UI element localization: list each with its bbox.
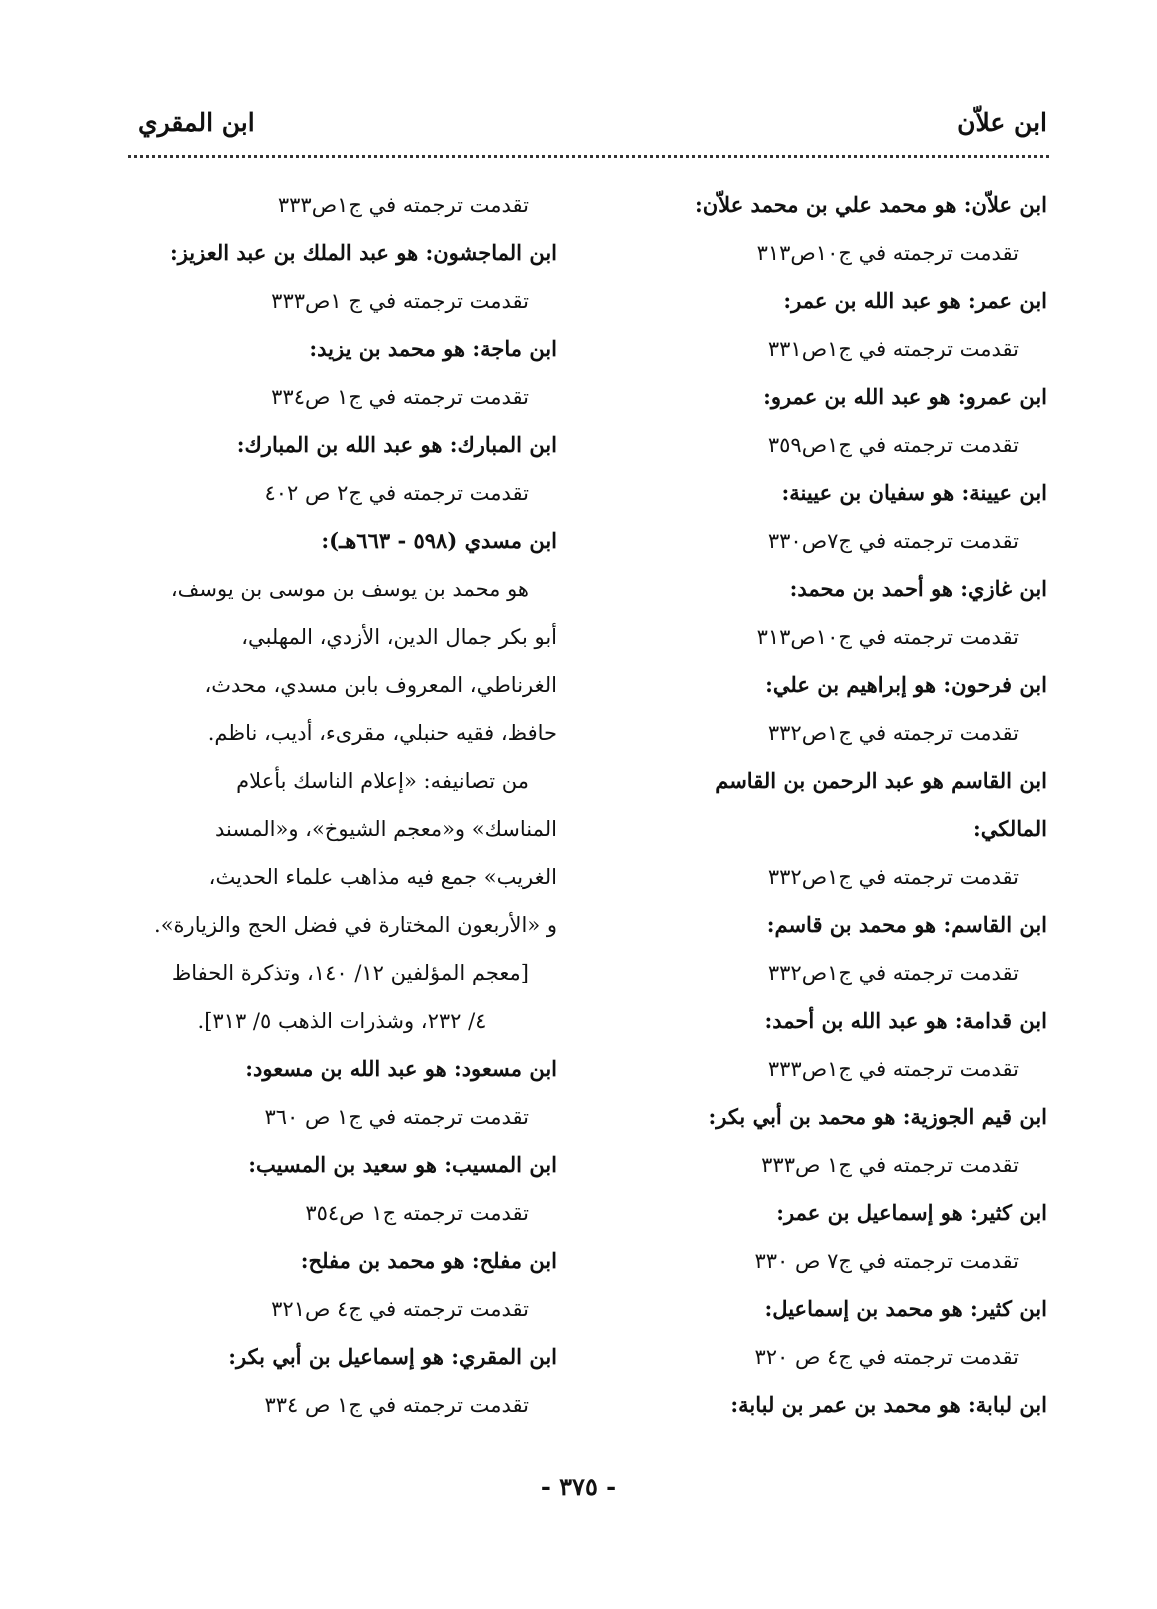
entry-heading: ابن مفلح: هو محمد بن مفلح:	[300, 1248, 557, 1273]
entry-heading: ابن المبارك: هو عبد الله بن المبارك:	[236, 432, 557, 457]
entry-text: أبو بكر جمال الدين، الأزدي، المهلبي،	[241, 625, 557, 649]
entry-heading: ابن ماجة: هو محمد بن يزيد:	[309, 336, 557, 361]
entry-text: تقدمت ترجمته في ج٢ ص ٤٠٢	[264, 481, 529, 505]
entry-heading: ابن قدامة: هو عبد الله بن أحمد:	[764, 1008, 1047, 1033]
entry-text: تقدمت ترجمته في ج٧ص٣٣٠	[767, 529, 1019, 553]
entry-text: تقدمت ترجمته في ج٧ ص ٣٣٠	[754, 1249, 1019, 1273]
entry-text: تقدمت ترجمته في ج ١ص٣٣٣	[271, 289, 529, 313]
entry-text: من تصانيفه: «إعلام الناسك بأعلام	[236, 769, 529, 793]
entry-heading: ابن قيم الجوزية: هو محمد بن أبي بكر:	[708, 1104, 1047, 1129]
entry-text: تقدمت ترجمته في ج١ص٣٣٢	[767, 721, 1019, 745]
entry-text: تقدمت ترجمته في ج١٠ص٣١٣	[756, 241, 1019, 265]
entry-text: حافظ، فقيه حنبلي، مقرىء، أديب، ناظم.	[207, 721, 557, 745]
entry-text: المناسك» و«معجم الشيوخ»، و«المسند	[215, 817, 557, 841]
entry-heading: ابن عيينة: هو سفيان بن عيينة:	[781, 480, 1047, 505]
header-first-entry: ابن علاّن	[957, 108, 1047, 137]
entry-text: تقدمت ترجمته في ج١ص٣٣٣	[277, 193, 529, 217]
entry-text: تقدمت ترجمته في ج١ص٣٣٢	[767, 865, 1019, 889]
entry-heading: ابن كثير: هو محمد بن إسماعيل:	[764, 1296, 1047, 1321]
entry-heading: ابن المقري: هو إسماعيل بن أبي بكر:	[228, 1344, 557, 1369]
entry-text: تقدمت ترجمته ج١ ص٣٥٤	[305, 1201, 529, 1225]
entry-text: هو محمد بن يوسف بن موسى بن يوسف،	[170, 577, 529, 601]
entry-text: تقدمت ترجمته في ج١ ص٣٣٣	[761, 1153, 1019, 1177]
entry-heading: ابن مسدي (٥٩٨ - ٦٦٣هـ):	[321, 528, 557, 553]
entry-text: تقدمت ترجمته في ج٤ ص٣٢١	[271, 1297, 529, 1321]
entry-heading: ابن القاسم هو عبد الرحمن بن القاسم	[715, 768, 1047, 793]
entry-text: الغريب» جمع فيه مذاهب علماء الحديث،	[208, 865, 557, 889]
entry-text: تقدمت ترجمته في ج١ص٣٥٩	[767, 433, 1019, 457]
entry-text: تقدمت ترجمته في ج١ ص٣٣٤	[271, 385, 529, 409]
entry-heading: المالكي:	[972, 816, 1047, 841]
entry-heading: ابن غازي: هو أحمد بن محمد:	[789, 576, 1047, 601]
entry-heading: ابن فرحون: هو إبراهيم بن علي:	[765, 672, 1047, 697]
right-column	[592, 181, 1047, 1429]
entry-heading: ابن كثير: هو إسماعيل بن عمر:	[776, 1200, 1047, 1225]
entry-text: تقدمت ترجمته في ج١ص٣٣١	[767, 337, 1019, 361]
entry-heading: ابن القاسم: هو محمد بن قاسم:	[766, 912, 1047, 937]
entry-heading: ابن المسيب: هو سعيد بن المسيب:	[248, 1152, 557, 1177]
entry-heading: ابن الماجشون: هو عبد الملك بن عبد العزيز:	[169, 240, 557, 265]
entry-text: تقدمت ترجمته في ج١ ص ٣٣٤	[264, 1393, 529, 1417]
entry-text: الغرناطي، المعروف بابن مسدي، محدث،	[204, 673, 557, 697]
entry-heading: ابن مسعود: هو عبد الله بن مسعود:	[245, 1056, 557, 1081]
running-header	[130, 103, 1047, 143]
entry-heading: ابن عمر: هو عبد الله بن عمر:	[783, 288, 1047, 313]
entry-heading: ابن علاّن: هو محمد علي بن محمد علاّن:	[695, 192, 1047, 217]
entry-text: ٤/ ٢٣٢، وشذرات الذهب ٥/ ٣١٣].	[197, 1009, 487, 1033]
entry-heading: ابن عمرو: هو عبد الله بن عمرو:	[763, 384, 1047, 409]
entry-text: تقدمت ترجمته في ج١ص٣٣٢	[767, 961, 1019, 985]
entry-text: و «الأربعون المختارة في فضل الحج والزيارة».	[154, 913, 557, 937]
entry-text: تقدمت ترجمته في ج١٠ص٣١٣	[756, 625, 1019, 649]
entry-text: تقدمت ترجمته في ج١ص٣٣٣	[767, 1057, 1019, 1081]
header-last-entry: ابن المقري	[138, 108, 255, 137]
entry-text: تقدمت ترجمته في ج١ ص ٣٦٠	[264, 1105, 529, 1129]
left-column	[127, 181, 557, 1429]
page-number: - ٣٧٥ -	[540, 1472, 617, 1501]
header-dotted-rule	[128, 155, 1049, 158]
entry-text: تقدمت ترجمته في ج٤ ص ٣٢٠	[754, 1345, 1019, 1369]
entry-heading: ابن لبابة: هو محمد بن عمر بن لبابة:	[730, 1392, 1047, 1417]
entry-text: [معجم المؤلفين ١٢/ ١٤٠، وتذكرة الحفاظ	[171, 961, 529, 985]
